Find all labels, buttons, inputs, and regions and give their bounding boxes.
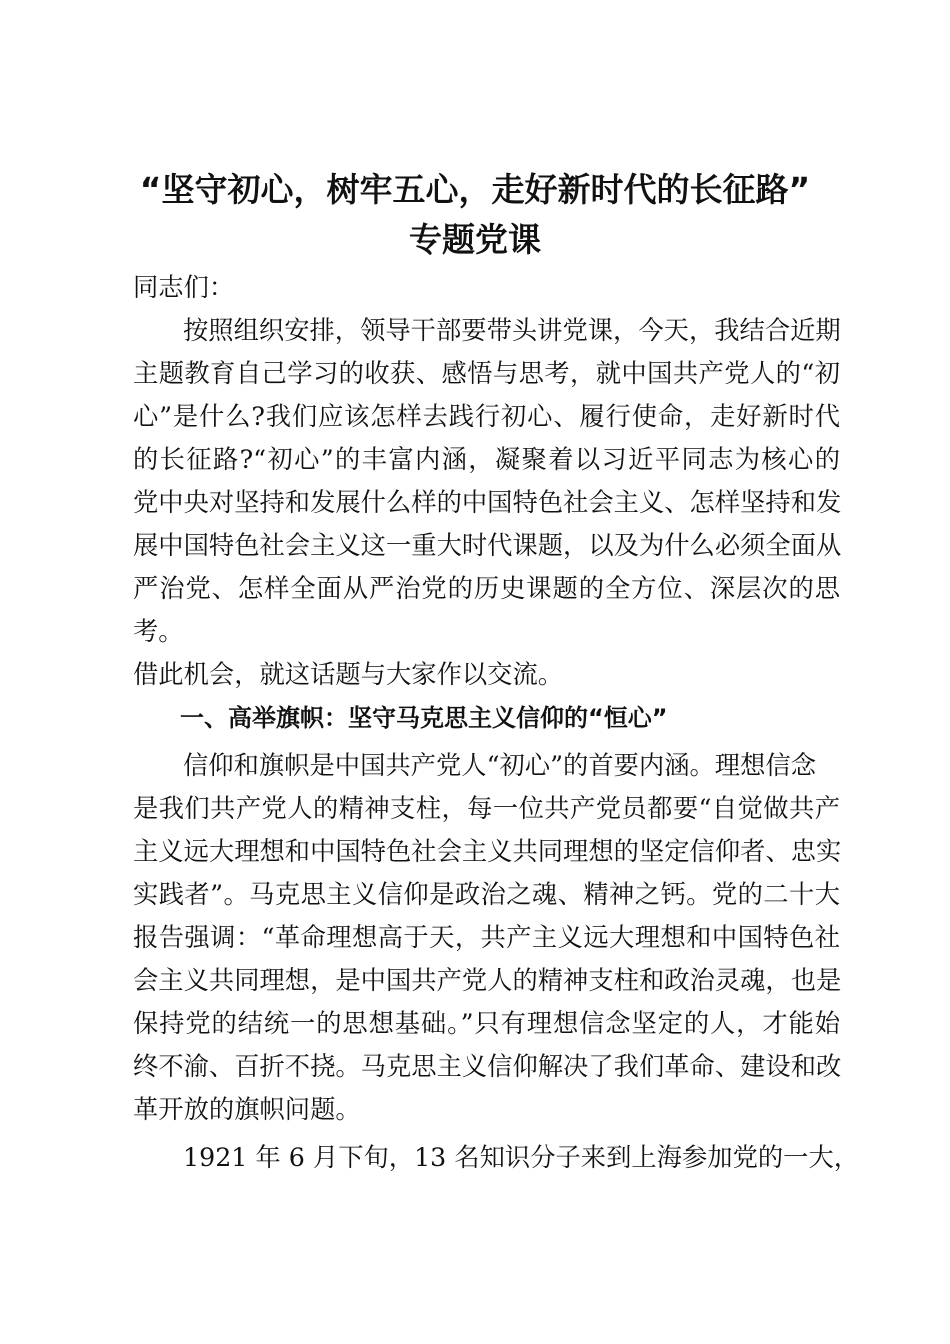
intro-line: 按照组织安排，领导干部要带头讲党课，今天，我结合近期: [183, 316, 841, 345]
intro-line: 展中国特色社会主义这一重大时代课题，以及为什么必须全面从: [133, 531, 842, 560]
section-1-heading: 一、高举旗帜：坚守马克思主义信仰的“恒心”: [180, 704, 668, 732]
section-1-line: 信仰和旗帜是中国共产党人“初心”的首要内涵。理想信念: [183, 751, 816, 780]
intro-line: 的长征路?“初心”的丰富内涵，凝聚着以习近平同志为核心的: [133, 445, 840, 474]
section-1-line: 实践者”。马克思主义信仰是政治之魂、精神之钙。党的二十大: [133, 880, 840, 909]
section-1-line: 是我们共产党人的精神支柱，每一位共产党员都要“自觉做共产: [133, 794, 840, 823]
section-1-line: 主义远大理想和中国特色社会主义共同理想的坚定信仰者、忠实: [133, 837, 842, 866]
section-1-line: 革开放的旗帜问题。: [133, 1095, 361, 1124]
salutation: 同志们：: [133, 273, 235, 302]
intro-line: 心”是什么?我们应该怎样去践行初心、履行使命，走好新时代: [133, 402, 840, 431]
intro-line: 严治党、怎样全面从严治党的历史课题的全方位、深层次的思: [133, 574, 840, 603]
intro-closing: 借此机会，就这话题与大家作以交流。: [133, 660, 564, 689]
section-1-line: 保持党的结统一的思想基础。”只有理想信念坚定的人，才能始: [133, 1009, 840, 1038]
section-1-line: 报告强调：“革命理想高于天，共产主义远大理想和中国特色社: [133, 923, 840, 952]
intro-line: 主题教育自己学习的收获、感悟与思考，就中国共产党人的“初: [133, 359, 840, 388]
section-1-line: 1921 年 6 月下旬，13 名知识分子来到上海参加党的一大，: [183, 1143, 860, 1172]
intro-line: 党中央对坚持和发展什么样的中国特色社会主义、怎样坚持和发: [133, 488, 842, 517]
section-1-line: 会主义共同理想，是中国共产党人的精神支柱和政治灵魂，也是: [133, 966, 842, 995]
section-1-line: 终不渝、百折不挠。马克思主义信仰解决了我们革命、建设和改: [133, 1052, 842, 1081]
document-title-line-2: 专题党课: [409, 220, 541, 259]
document-title-line-1: “坚守初心，树牢五心，走好新时代的长征路”: [139, 170, 811, 209]
intro-line: 考。: [133, 617, 184, 646]
